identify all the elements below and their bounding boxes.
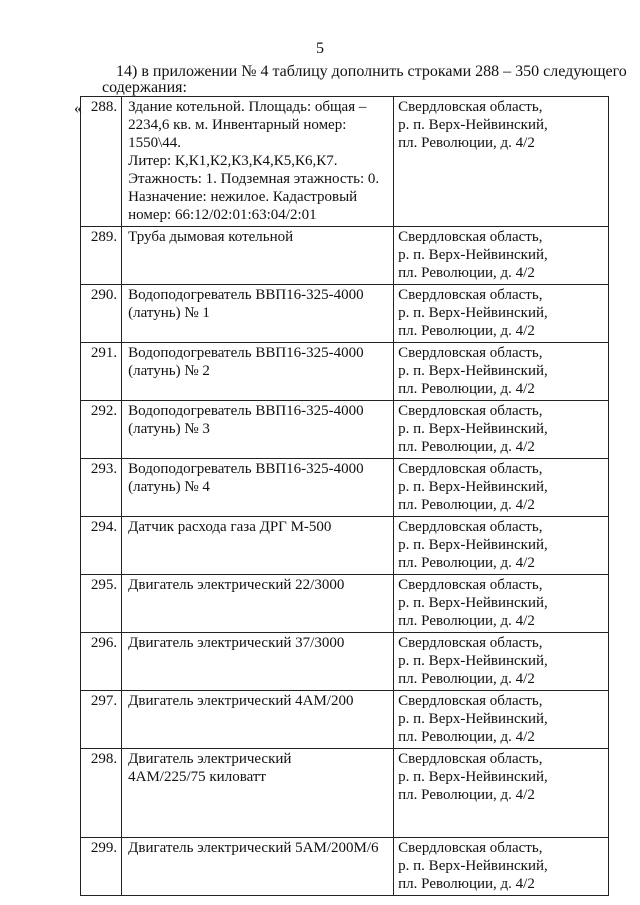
- table-row: [81, 285, 609, 343]
- item-name-line: Двигатель электрический 22/3000: [128, 577, 345, 593]
- item-address-line: пл. Революции, д. 4/2: [398, 729, 535, 745]
- table-row: [81, 459, 609, 517]
- item-address: [394, 575, 609, 633]
- item-address-line: пл. Революции, д. 4/2: [398, 787, 535, 803]
- item-name-line: Двигатель электрический 5АМ/200М/6: [128, 840, 379, 856]
- row-number: 294.: [81, 517, 122, 575]
- intro-line-2: содержания:: [102, 79, 187, 96]
- item-name: [122, 575, 394, 633]
- item-name: [122, 97, 394, 227]
- item-address-line: Свердловская область,: [398, 229, 543, 245]
- item-address: [394, 691, 609, 749]
- item-address-line: пл. Революции, д. 4/2: [398, 135, 535, 151]
- item-address-line: Свердловская область,: [398, 519, 543, 535]
- item-address-line: Свердловская область,: [398, 577, 543, 593]
- item-address-line: Свердловская область,: [398, 345, 543, 361]
- item-name-line: Водоподогреватель ВВП16-325-4000: [128, 461, 364, 477]
- item-name-line: Здание котельной. Площадь: общая –: [128, 99, 367, 115]
- item-address-line: р. п. Верх-Нейвинский,: [398, 769, 548, 785]
- row-number: 291.: [81, 343, 122, 401]
- item-name: [122, 459, 394, 517]
- item-address: [394, 633, 609, 691]
- item-address-line: пл. Революции, д. 4/2: [398, 671, 535, 687]
- item-address-line: р. п. Верх-Нейвинский,: [398, 711, 548, 727]
- row-number: 289.: [81, 227, 122, 285]
- row-number: 297.: [81, 691, 122, 749]
- item-address-line: р. п. Верх-Нейвинский,: [398, 421, 548, 437]
- row-number: 290.: [81, 285, 122, 343]
- property-table-body: [81, 97, 609, 896]
- item-name: [122, 401, 394, 459]
- item-address-line: пл. Революции, д. 4/2: [398, 265, 535, 281]
- item-name-line: Водоподогреватель ВВП16-325-4000: [128, 287, 364, 303]
- item-name-line: 4АМ/225/75 киловатт: [128, 769, 266, 785]
- item-address-line: пл. Революции, д. 4/2: [398, 613, 535, 629]
- item-address: [394, 749, 609, 838]
- item-name-line: Труба дымовая котельной: [128, 229, 294, 245]
- item-address-line: Свердловская область,: [398, 99, 543, 115]
- table-row: [81, 517, 609, 575]
- item-address: [394, 838, 609, 896]
- item-address-line: пл. Революции, д. 4/2: [398, 381, 535, 397]
- item-name-line: Двигатель электрический 4АМ/200: [128, 693, 354, 709]
- row-number: 288.: [81, 97, 122, 227]
- item-address-line: Свердловская область,: [398, 840, 543, 856]
- page-number: 5: [316, 40, 324, 57]
- item-address-line: р. п. Верх-Нейвинский,: [398, 537, 548, 553]
- row-number: 296.: [81, 633, 122, 691]
- item-name-line: Этажность: 1. Подземная этажность: 0.: [128, 171, 380, 187]
- item-name-line: 2234,6 кв. м. Инвентарный номер:: [128, 117, 347, 133]
- table-row: [81, 401, 609, 459]
- item-name-line: Назначение: нежилое. Кадастровый: [128, 189, 358, 205]
- item-name-line: Литер: К,К1,К2,К3,К4,К5,К6,К7.: [128, 153, 338, 169]
- item-name: [122, 227, 394, 285]
- row-number: 293.: [81, 459, 122, 517]
- item-address: [394, 97, 609, 227]
- property-table: [80, 96, 609, 896]
- table-row: [81, 227, 609, 285]
- item-address-line: пл. Революции, д. 4/2: [398, 555, 535, 571]
- item-name-line: 1550\44.: [128, 135, 182, 151]
- item-address-line: р. п. Верх-Нейвинский,: [398, 247, 548, 263]
- item-address-line: пл. Революции, д. 4/2: [398, 439, 535, 455]
- row-number: 292.: [81, 401, 122, 459]
- item-address-line: р. п. Верх-Нейвинский,: [398, 479, 548, 495]
- item-name-line: Водоподогреватель ВВП16-325-4000: [128, 345, 364, 361]
- item-address: [394, 459, 609, 517]
- item-name: [122, 749, 394, 838]
- table-row: [81, 343, 609, 401]
- item-address-line: р. п. Верх-Нейвинский,: [398, 653, 548, 669]
- item-address-line: р. п. Верх-Нейвинский,: [398, 305, 548, 321]
- item-address: [394, 517, 609, 575]
- table-row: [81, 97, 609, 227]
- item-address-line: Свердловская область,: [398, 693, 543, 709]
- table-row: [81, 838, 609, 896]
- item-name: [122, 285, 394, 343]
- item-name-line: (латунь) № 1: [128, 305, 210, 321]
- item-address-line: Свердловская область,: [398, 287, 543, 303]
- item-name: [122, 517, 394, 575]
- row-number: 295.: [81, 575, 122, 633]
- item-address-line: р. п. Верх-Нейвинский,: [398, 595, 548, 611]
- intro-line-1: 14) в приложении № 4 таблицу дополнить строками 288 – 350 следующего: [116, 63, 627, 80]
- item-address-line: р. п. Верх-Нейвинский,: [398, 363, 548, 379]
- item-address-line: Свердловская область,: [398, 461, 543, 477]
- item-address-line: Свердловская область,: [398, 751, 543, 767]
- item-name-line: (латунь) № 4: [128, 479, 210, 495]
- item-name-line: Двигатель электрический: [128, 751, 292, 767]
- opening-quote-mark: «: [74, 100, 82, 117]
- row-number: 298.: [81, 749, 122, 838]
- item-address: [394, 285, 609, 343]
- item-name-line: (латунь) № 3: [128, 421, 210, 437]
- table-row: [81, 691, 609, 749]
- item-name-line: Водоподогреватель ВВП16-325-4000: [128, 403, 364, 419]
- row-number: 299.: [81, 838, 122, 896]
- table-row: [81, 575, 609, 633]
- item-address-line: пл. Революции, д. 4/2: [398, 876, 535, 892]
- item-name-line: Датчик расхода газа ДРГ М-500: [128, 519, 332, 535]
- item-name: [122, 633, 394, 691]
- item-address-line: Свердловская область,: [398, 635, 543, 651]
- item-address-line: Свердловская область,: [398, 403, 543, 419]
- item-name: [122, 343, 394, 401]
- item-address: [394, 401, 609, 459]
- item-address: [394, 227, 609, 285]
- item-name-line: Двигатель электрический 37/3000: [128, 635, 345, 651]
- item-address-line: р. п. Верх-Нейвинский,: [398, 117, 548, 133]
- item-name-line: (латунь) № 2: [128, 363, 210, 379]
- item-address-line: пл. Революции, д. 4/2: [398, 323, 535, 339]
- table-row: [81, 633, 609, 691]
- item-name: [122, 691, 394, 749]
- item-address-line: р. п. Верх-Нейвинский,: [398, 858, 548, 874]
- intro-paragraph: [80, 63, 627, 96]
- item-name-line: номер: 66:12/02:01:63:04/2:01: [128, 207, 317, 223]
- item-name: [122, 838, 394, 896]
- table-row: [81, 749, 609, 838]
- item-address-line: пл. Революции, д. 4/2: [398, 497, 535, 513]
- item-address: [394, 343, 609, 401]
